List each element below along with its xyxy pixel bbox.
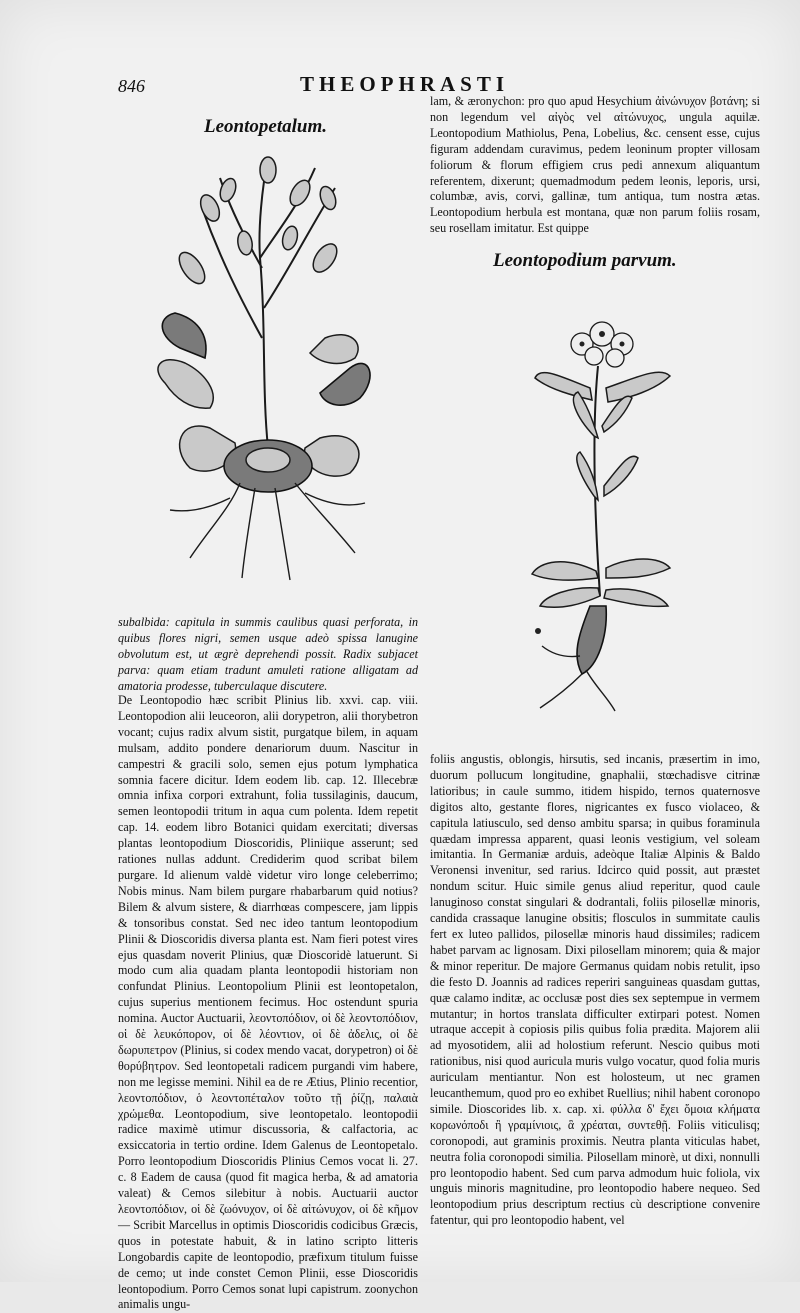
page-number: 846 — [118, 76, 145, 96]
left-column-text: De Leontopodio hæc scribit Plinius lib. xxvi. cap. viii. Leontopodion alii leuceoron, alii dorypetron, alii thorybetron vocant; cujus radix alvum sistit, purgatque bilem, in aquam mulsam, addito pondere denariorum duum. Nascitur in campestri & gracili solo, semen ejus potum lymphatica somnia facere dicitur. Idem eodem lib. cap. 12. Illecebræ omnia infixa corpori extrahunt, folia tussilaginis, daucum, semen leontopodii tritum in aqua cum polenta. Idem repetit cap. 14. eodem libro Botanici quidam exercitati; diversas plantas leontopodium Dioscoridis, Pliniique asserunt; sed rationes nullas addunt. Crediderim quod scribat bilem purgare. Id alienum valdè videtur viro longe celeberrimo; Nobis minus. Nam bilem purgare rhabarbarum quid notius? Bilem & alvum sistere, & diarrhœas compescere, jam lippis & tonsoribus constat. Sed nec ideo tantum leontopodium Plinii & Dioscoridis diversa planta est. Nam fieri potest vires ejus quasdam noverit Plinius, quæ Dioscoridè latuerunt. Si modo cum alia quadam planta leontopodii historiam non confundat Plinius. Leontopolium Plinii est leontopetalon, cujus superius mentionem fecimus. Hoc ostendunt spuria nomina. Auctor Auctuarii, λεοντοπόδιον, οἱ δὲ λεοντοπόδιον, οἱ δὲ λευκόπορον, οἱ δὲ λέοντιον, οἱ δὲ ἀδελις, οἱ δὲ δωρυπετρον (Plinius, si codex mendo vacat, dorypetron) οἱ δὲ θορύβητρον. Sed leontopetali radicem purgandi vim habere, non me legisse memini. Nihil ea de re Ætius, Plinio recentior, λεοντοπόδιον, ὁ λεοντοπέταλον τοῦτο τῇ ῥίζῃ, παλαιὰ χρώμεθα. Leontopodium, sive leontopetalo. leontopodii radice maximè utimur discussoria, & calfactoria, ac exsiccatoria in tertio ordine. Idem Galenus de Leontopetalo. Porro leontopodium Dioscoridis Plinius Cemos vocat li. 27. c. 8 Eadem de causa (quod fit magica herba, & ad amatoria valeat) & Cemos silebitur à nobis. Auctuarii auctor λεοντοπόδιον, οἱ δὲ ζωόνυχον, οἱ δὲ αἰτώνυχον, οἱ δὲ κῆμον — Scribit Marcellus in optimis Dioscoridis codicibus Græcis, quos in potestate habuit, & in latino scripto litteris Longobardis capite de leontopodio, præfixum titulum fuisse de cemo; ut inde constet Cemon Plinii, esse Dioscoridis leontopodium. Porro Cemos sonat lupi capistrum. zoonychon animalis ungu- — [118, 693, 418, 1312]
left-italic-text: subalbida: capitula in summis caulibus quasi perforata, in quibus flores nigri, semen usque adeò spissa lanugine obvolutum est, ut ægrè deprehendi possit. Radix subjacet parva: quam etiam tradunt amuleti ratione alligatam ad amatoria prodesse, tuberculaque discutere. — [118, 615, 418, 693]
left-figure-title: Leontopetalum. — [204, 116, 327, 137]
right-figure-title: Leontopodium parvum. — [493, 250, 677, 271]
right-column-text: foliis angustis, oblongis, hirsutis, sed incanis, præsertim in imo, duorum pollucum longitudine, gnaphalii, stœchadisve citrinæ latioribus; in caule summo, itidem hispido, ternos quaternosve digitos alto, gestante flores, nigricantes ex fusco violaceo, & capitula latiusculo, sed denso ambitu sparsa; in quibus foraminula quædam impressa apparent, quasi leonis vestigium, vel soleam imitantia. In Germaniæ arduis, adeòque Italiæ Alpinis & Baldo Veronensi invenitur, sed rarius. Idcirco quid possit, aut præstet nondum scitur. Huic simile genus aliud reperitur, quod caule lanuginoso constat singulari & dodrantali, foliis pilosellæ minoris, candida crassaque lanugine obsitis; flosculos in summitate caulis fert ex luteo pallidos, pilosellæ minoris haud dissimiles; radicem habet parvam ac lignosam. Dixi pilosellam minorem; quia & major & minor reperitur. De majore Germanus quidam nobis retulit, ipso die festo D. Joannis ad radices reperiri sanguineas quasdam guttas, quæ calamo inditæ, ac occlusæ post dies sex septempue in vermem mutantur; in hortos translata difficulter extirpari potest. Nomen utraque accepit à copiosis pilis quibus folia prædita. Majorem alii ad myosotidem, alii ad holostium referunt. Nescio quibus moti rationibus, nisi quod auricula muris vulgo vocatur, quod folia muris auriculam mentiantur. Non est holosteum, ut nec gramen leucanthemum, quod pro eo exhibet Ruellius; nihil habent coronopo simile. Dioscorides lib. x. cap. xi. φύλλα δ' ἔχει ὅμοια κλήματα κορωνόποδι ἢ γραμίνιοις, ἃ χρέαται, συντεθῇ. Foliis viticulisq; coronopodi, aut graminis proximis. Neutra planta viticulas habet, neutra folia coronopodi similia. Pilosellam minorè, ut dixi, nonnulli pro leontopodio habent. Sed cum parva admodum huic foliola, vix unguis minoris magnitudine, pro leontopodio habere nequeo. Sed leontopodium prius descriptum rectius cù descriptione convenire fatentur, qui pro leontopodio habent, vel — [430, 752, 760, 1228]
running-title: THEOPHRASTI — [300, 72, 510, 96]
right-top-text: lam, & æronychon: pro quo apud Hesychium ἀἰνώνυχον βοτάνη; si non legendum vel αἰγὸς vel αἰτώνυχος, ungula aquilæ. Leontopodium Mathiolus, Pena, Lobelius, &c. censent esse, cujus figuram addendam curavimus, pedem leoninum propter villosam foliorum & florum effigiem crus pedi annexum aliquantum referentem, dixerunt; quemadmodum pedem leonis, leporis, ursi, columbæ, avis, corvi, gallinæ, tum antiqua, tum nostra ætas. Leontopodium herbula est montana, quæ non parum foliis rosam, seu rosellam imitatur. Est quippe — [430, 94, 760, 236]
leontopodium-parvum-illustration — [520, 306, 695, 716]
leontopetalum-illustration — [150, 148, 380, 588]
